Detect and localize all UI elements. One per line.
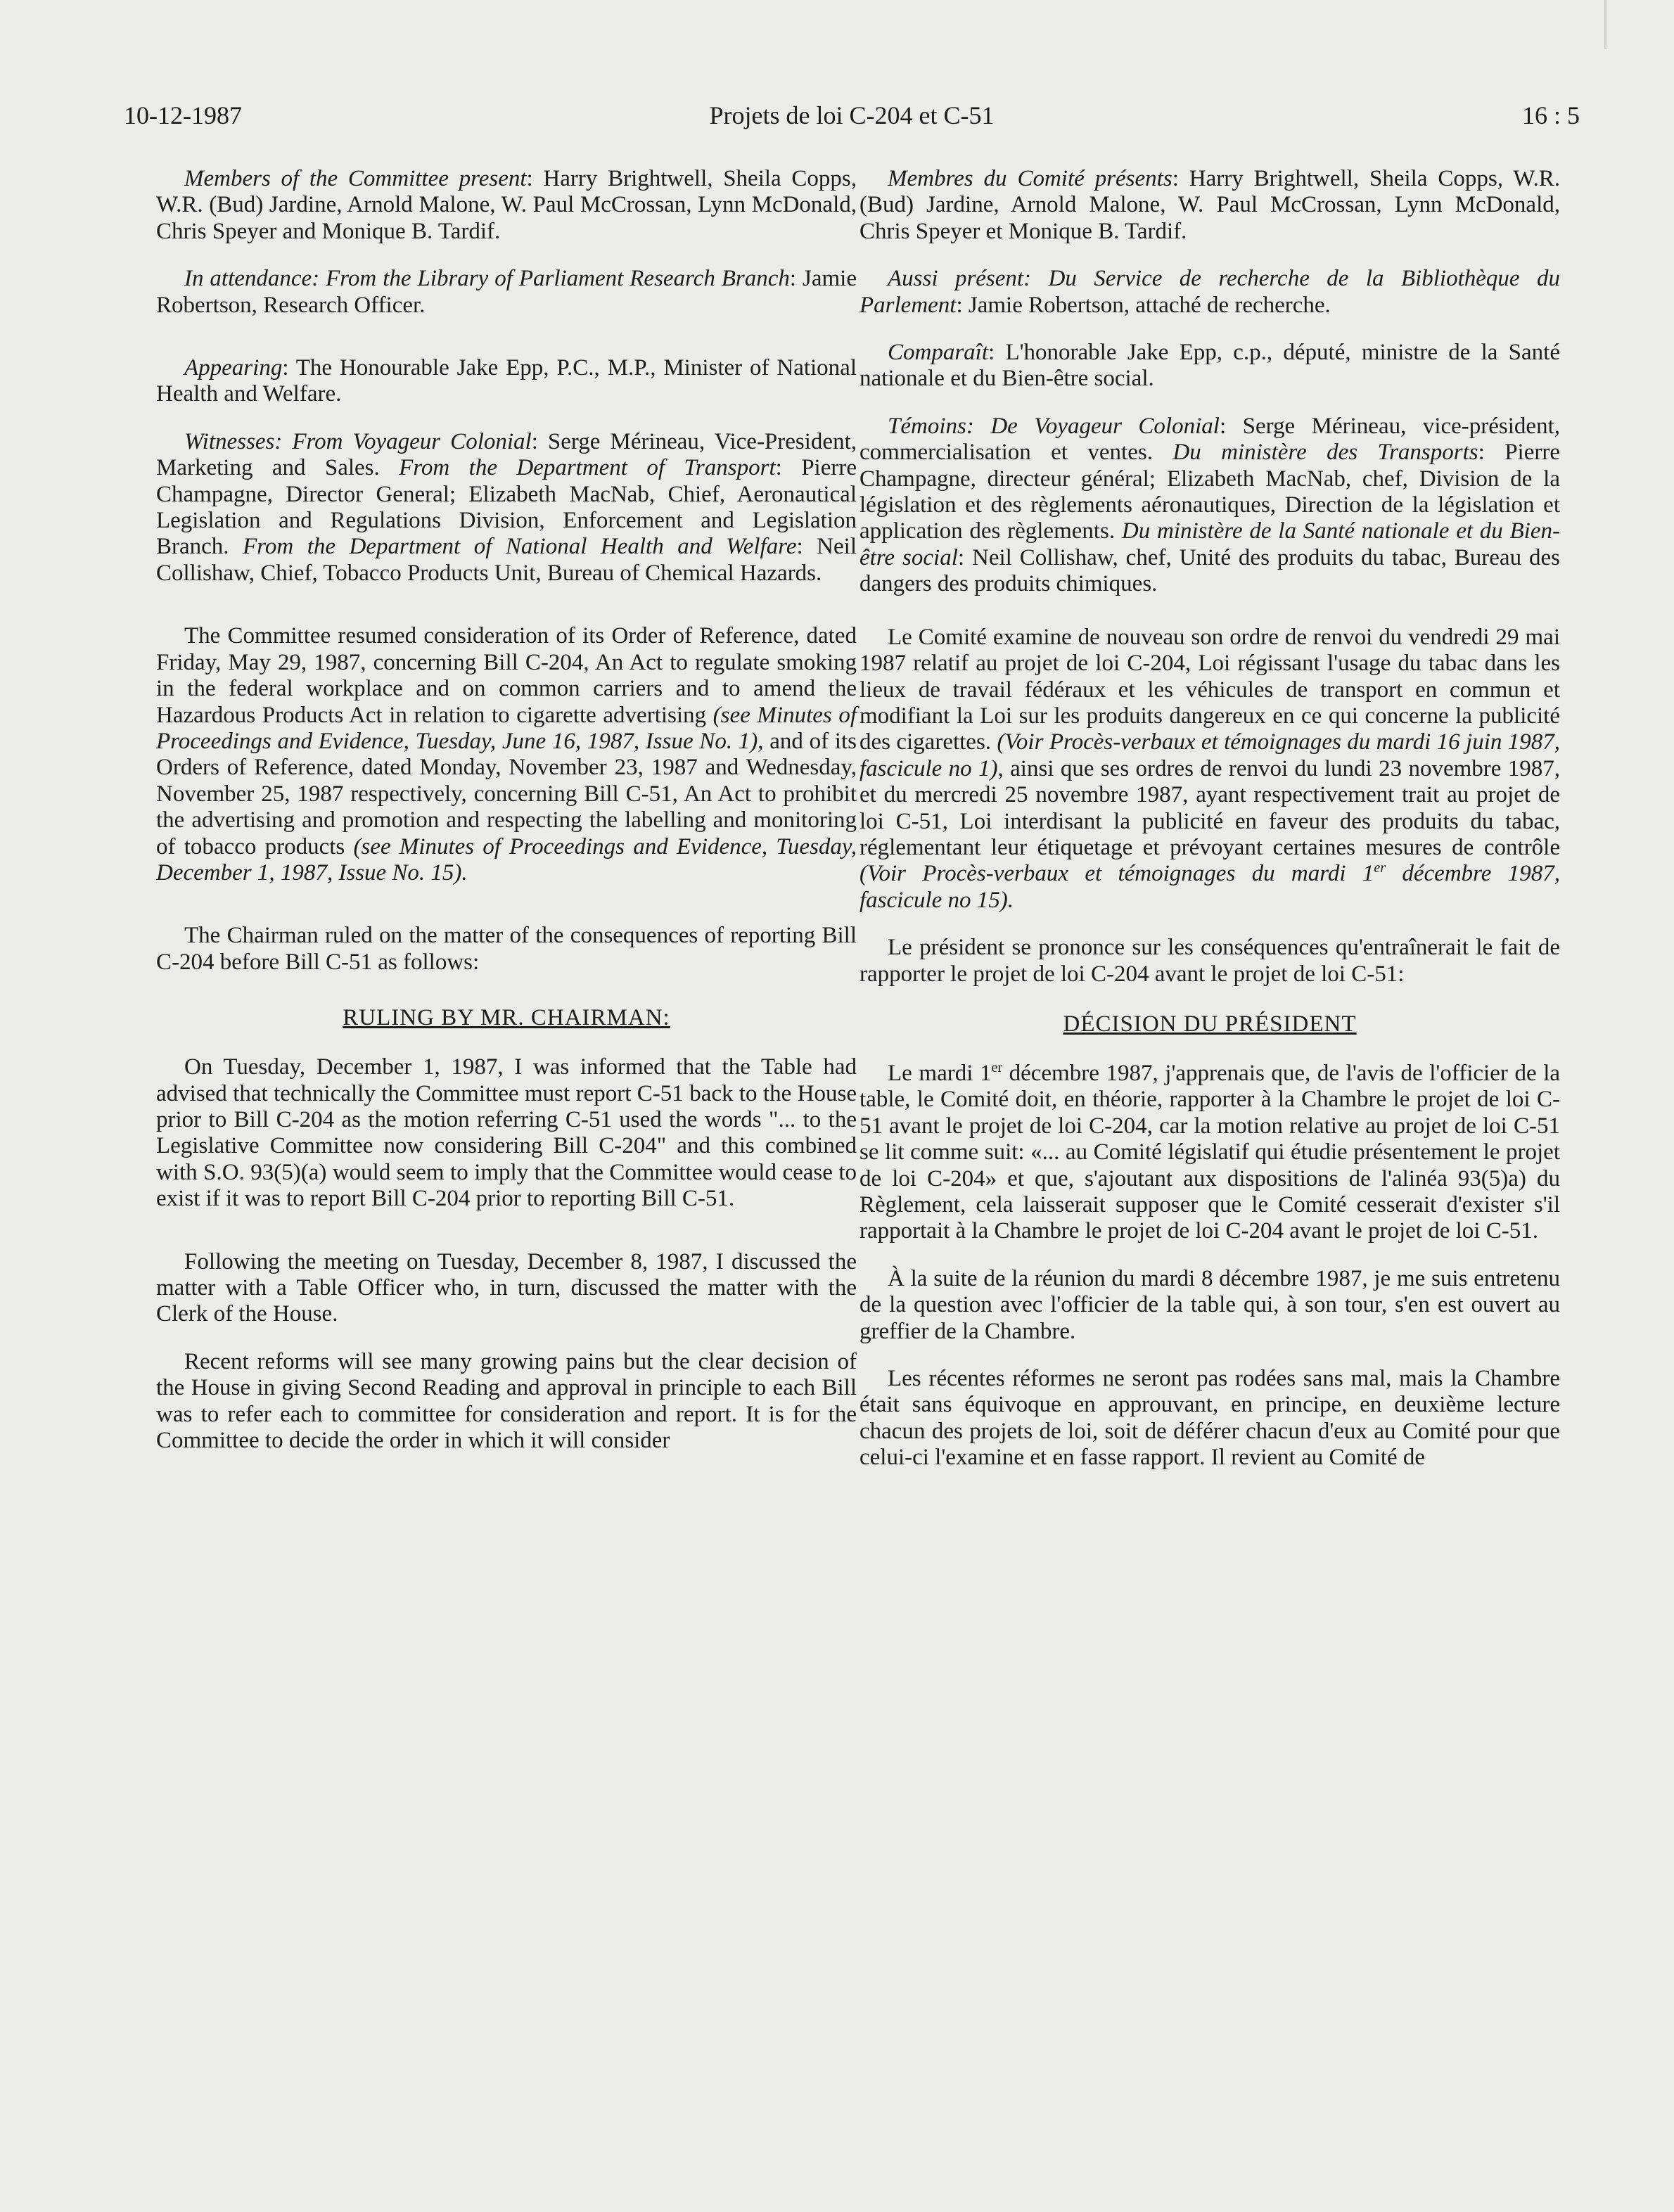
witnesses-from-3-fr: Du ministère de la Santé nationale et du Bien-être social <box>860 518 1560 570</box>
para1-reference-2a-fr: (Voir Procès-verbaux et témoignages du mardi 1 <box>860 861 1374 887</box>
attendance-label-fr: Aussi présent <box>888 266 1024 292</box>
attendance-from-fr: : Du Service de recherche de la Bibliothèque du Parlement <box>860 266 1560 318</box>
witnesses-text-2-fr: : Pierre Champagne, directeur général; Elizabeth MacNab, chef, Division de la législation et des règlements aéronautiques, Direction de la législation et application des règlements. <box>860 440 1560 544</box>
attendance-text-fr: : Jamie Robertson, attaché de recherche. <box>956 292 1331 318</box>
para1-reference-1-fr: (Voir Procès-verbaux et témoignages du mardi 16 juin 1987, fascicule no 1) <box>860 729 1560 781</box>
members-text-fr: : Harry Brightwell, Sheila Copps, W.R. (Bud) Jardine, Arnold Malone, W. Paul McCrossan, Lynn McDonald, Chris Speyer et Monique B. Tardif. <box>860 166 1560 244</box>
appearing-label-fr: Comparaît <box>888 340 989 366</box>
para1-text-a-fr: Le Comité examine de nouveau son ordre de renvoi du vendredi 29 mai 1987 relatif au projet de loi C-204, Loi régissant l'usage du tabac dans les lieux de travail fédéraux et les véhicules de transport en commun et modifiant la Loi sur les produits dangereux en ce qui concerne la publicité des cigarettes. <box>860 624 1560 755</box>
para1-reference-2b-fr: décembre 1987, fascicule no 15). <box>860 861 1561 913</box>
para1-text-c: , and of its Orders of Reference, dated Monday, November 23, 1987 and Wednesday, November 25, 1987 respectively, concerning Bill C-51, An Act to prohibit the advertising and promotion and respecting the labelling and monitoring of tobacco products <box>156 728 857 859</box>
attendance-text: : Jamie Robertson, Research Officer. <box>156 266 857 318</box>
witnesses-label-fr: Témoins <box>888 413 966 439</box>
appearing-paragraph <box>156 355 857 408</box>
ruling-p1-a-fr: Le mardi 1 <box>888 1060 992 1086</box>
order-of-reference-paragraph <box>156 623 857 886</box>
english-column <box>156 166 857 1454</box>
witnesses-text-2: : Pierre Champagne, Director General; Elizabeth MacNab, Chief, Aeronautical Legislation and Regulations Division, Enforcement and Legislation Branch. <box>156 455 857 560</box>
french-column <box>860 166 1560 1471</box>
ruling-paragraph-3: Recent reforms will see many growing pains but the clear decision of the House in giving Second Reading and approval in principle to each Bill was to refer each to committee for consideration and report. It is for the Committee to decide the order in which it will consider <box>156 1348 857 1454</box>
members-paragraph <box>156 166 857 245</box>
members-label-fr: Membres du Comité présents <box>888 166 1173 191</box>
para1-reference-sup-fr: er <box>1374 860 1386 876</box>
witnesses-from-2: From the Department of Transport <box>379 455 776 481</box>
para1-text-a: The Committee resumed consideration of its Order of Reference, dated Friday, May 29, 1987, concerning Bill C-204, An Act to regulate smoking in the federal workplace and on common carriers and to amend the Hazardous Products Act in relation to cigarette advertising <box>156 623 857 728</box>
appearing-text-fr: : L'honorable Jake Epp, c.p., député, ministre de la Santé nationale et du Bien-être social. <box>860 340 1560 392</box>
para1-text-c-fr: , ainsi que ses ordres de renvoi du lundi 23 novembre 1987, et du mercredi 25 novembre 1987, ayant respectivement trait au projet de loi C-51, Loi interdisant la publicité en faveur des produits du tabac, réglementant leur étiquetage et prévoyant certaines mesures de contrôle <box>860 755 1561 860</box>
witnesses-text-1-fr: : Serge Mérineau, vice-président, commercialisation et ventes. <box>860 413 1560 466</box>
appearing-text: : The Honourable Jake Epp, P.C., M.P., Minister of National Health and Welfare. <box>156 355 857 407</box>
ruling-p1-b-fr: décembre 1987, j'apprenais que, de l'avis de l'officier de la table, le Comité doit, en théorie, rapporter à la Chambre le projet de loi C-51 avant le projet de loi C-204, car la motion relative au projet de loi C-51 se lit comme suit: «... au Comité législatif qui étudie présentement le projet de loi C-204» et que, s'ajoutant aux dispositions de l'alinéa 93(5)a) du Règlement, cela laisserait supposer que le Comité cesserait d'exister s'il rapportait à la Chambre le projet de loi C-204 avant le projet de loi C-51. <box>860 1060 1561 1244</box>
attendance-from: : From the Library of Parliament Research Branch <box>312 266 790 292</box>
header-page-number: 16 : 5 <box>1521 101 1580 129</box>
witnesses-paragraph <box>156 429 857 587</box>
header-date: 10-12-1987 <box>124 101 242 129</box>
ruling-heading-fr: DÉCISION DU PRÉSIDENT <box>1063 1011 1357 1037</box>
ruling-heading: RULING BY MR. CHAIRMAN: <box>343 1005 670 1031</box>
ruling-paragraph-1: On Tuesday, December 1, 1987, I was informed that the Table had advised that technically the Committee must report C-51 back to the House prior to Bill C-204 as the motion referring C-51 used the words "... to the Legislative Committee now considering Bill C-204" and this combined with S.O. 93(5)(a) would seem to imply that the Committee would cease to exist if it was to report Bill C-204 prior to reporting Bill C-51. <box>156 1054 857 1212</box>
attendance-paragraph-fr <box>860 266 1560 319</box>
para1-reference-2: (see Minutes of Proceedings and Evidence, Tuesday, December 1, 1987, Issue No. 15). <box>156 833 857 886</box>
members-text: : Harry Brightwell, Sheila Copps, W.R. (Bud) Jardine, Arnold Malone, W. Paul McCrossan, Lynn McDonald, Chris Speyer and Monique B. Tardif. <box>156 166 857 244</box>
appearing-paragraph-fr <box>860 340 1560 392</box>
witnesses-from-3: From the Department of National Health and Welfare <box>229 534 797 560</box>
witnesses-from-2-fr: Du ministère des Transports <box>1152 440 1478 466</box>
members-label: Members of the Committee present <box>184 166 527 191</box>
attendance-paragraph <box>156 266 857 319</box>
ruling-p1-sup-fr: er <box>991 1059 1003 1075</box>
para1-reference-2-fr <box>860 861 1560 912</box>
witnesses-text-3-fr: : Neil Collishaw, chef, Unité des produits du tabac, Bureau des dangers des produits chimiques. <box>860 544 1561 597</box>
header-title: Projets de loi C-204 et C-51 <box>709 101 995 129</box>
page-edge-mark <box>1604 0 1606 49</box>
chairman-paragraph-fr: Le président se prononce sur les conséquences qu'entraînerait le fait de rapporter le projet de loi C-204 avant le projet de loi C-51: <box>860 935 1560 987</box>
witnesses-from-1-fr: : De Voyageur Colonial <box>966 413 1220 439</box>
ruling-paragraph-2-fr: À la suite de la réunion du mardi 8 décembre 1987, je me suis entretenu de la question avec l'officier de la table qui, à son tour, s'en est ouvert au greffier de la Chambre. <box>860 1265 1560 1344</box>
witnesses-from-1: : From Voyageur Colonial <box>274 428 532 454</box>
appearing-label: Appearing <box>184 355 283 381</box>
witnesses-text-3: : Neil Collishaw, Chief, Tobacco Products Unit, Bureau of Chemical Hazards. <box>156 534 857 586</box>
para1-reference-1: (see Minutes of Proceedings and Evidence, Tuesday, June 16, 1987, Issue No. 1) <box>156 702 857 754</box>
witnesses-label: Witnesses <box>184 428 275 454</box>
page-header <box>124 97 1580 134</box>
members-paragraph-fr <box>860 166 1560 245</box>
attendance-label: In attendance <box>184 266 312 292</box>
ruling-paragraph-1-fr <box>860 1061 1560 1245</box>
witnesses-paragraph-fr <box>860 414 1560 598</box>
ruling-paragraph-2: Following the meeting on Tuesday, December 8, 1987, I discussed the matter with a Table Officer who, in turn, discussed the matter with the Clerk of the House. <box>156 1248 857 1327</box>
chairman-paragraph: The Chairman ruled on the matter of the consequences of reporting Bill C-204 before Bill C-51 as follows: <box>156 923 857 975</box>
order-of-reference-paragraph-fr <box>860 625 1560 914</box>
ruling-paragraph-3-fr: Les récentes réformes ne seront pas rodées sans mal, mais la Chambre était sans équivoque en approuvant, en principe, en deuxième lecture chacun des projets de loi, soit de déférer chacun d'eux au Comité pour que celui-ci l'examine et en fasse rapport. Il revient au Comité de <box>860 1366 1560 1471</box>
witnesses-text-1: : Serge Mérineau, Vice-President, Marketing and Sales. <box>156 428 857 481</box>
